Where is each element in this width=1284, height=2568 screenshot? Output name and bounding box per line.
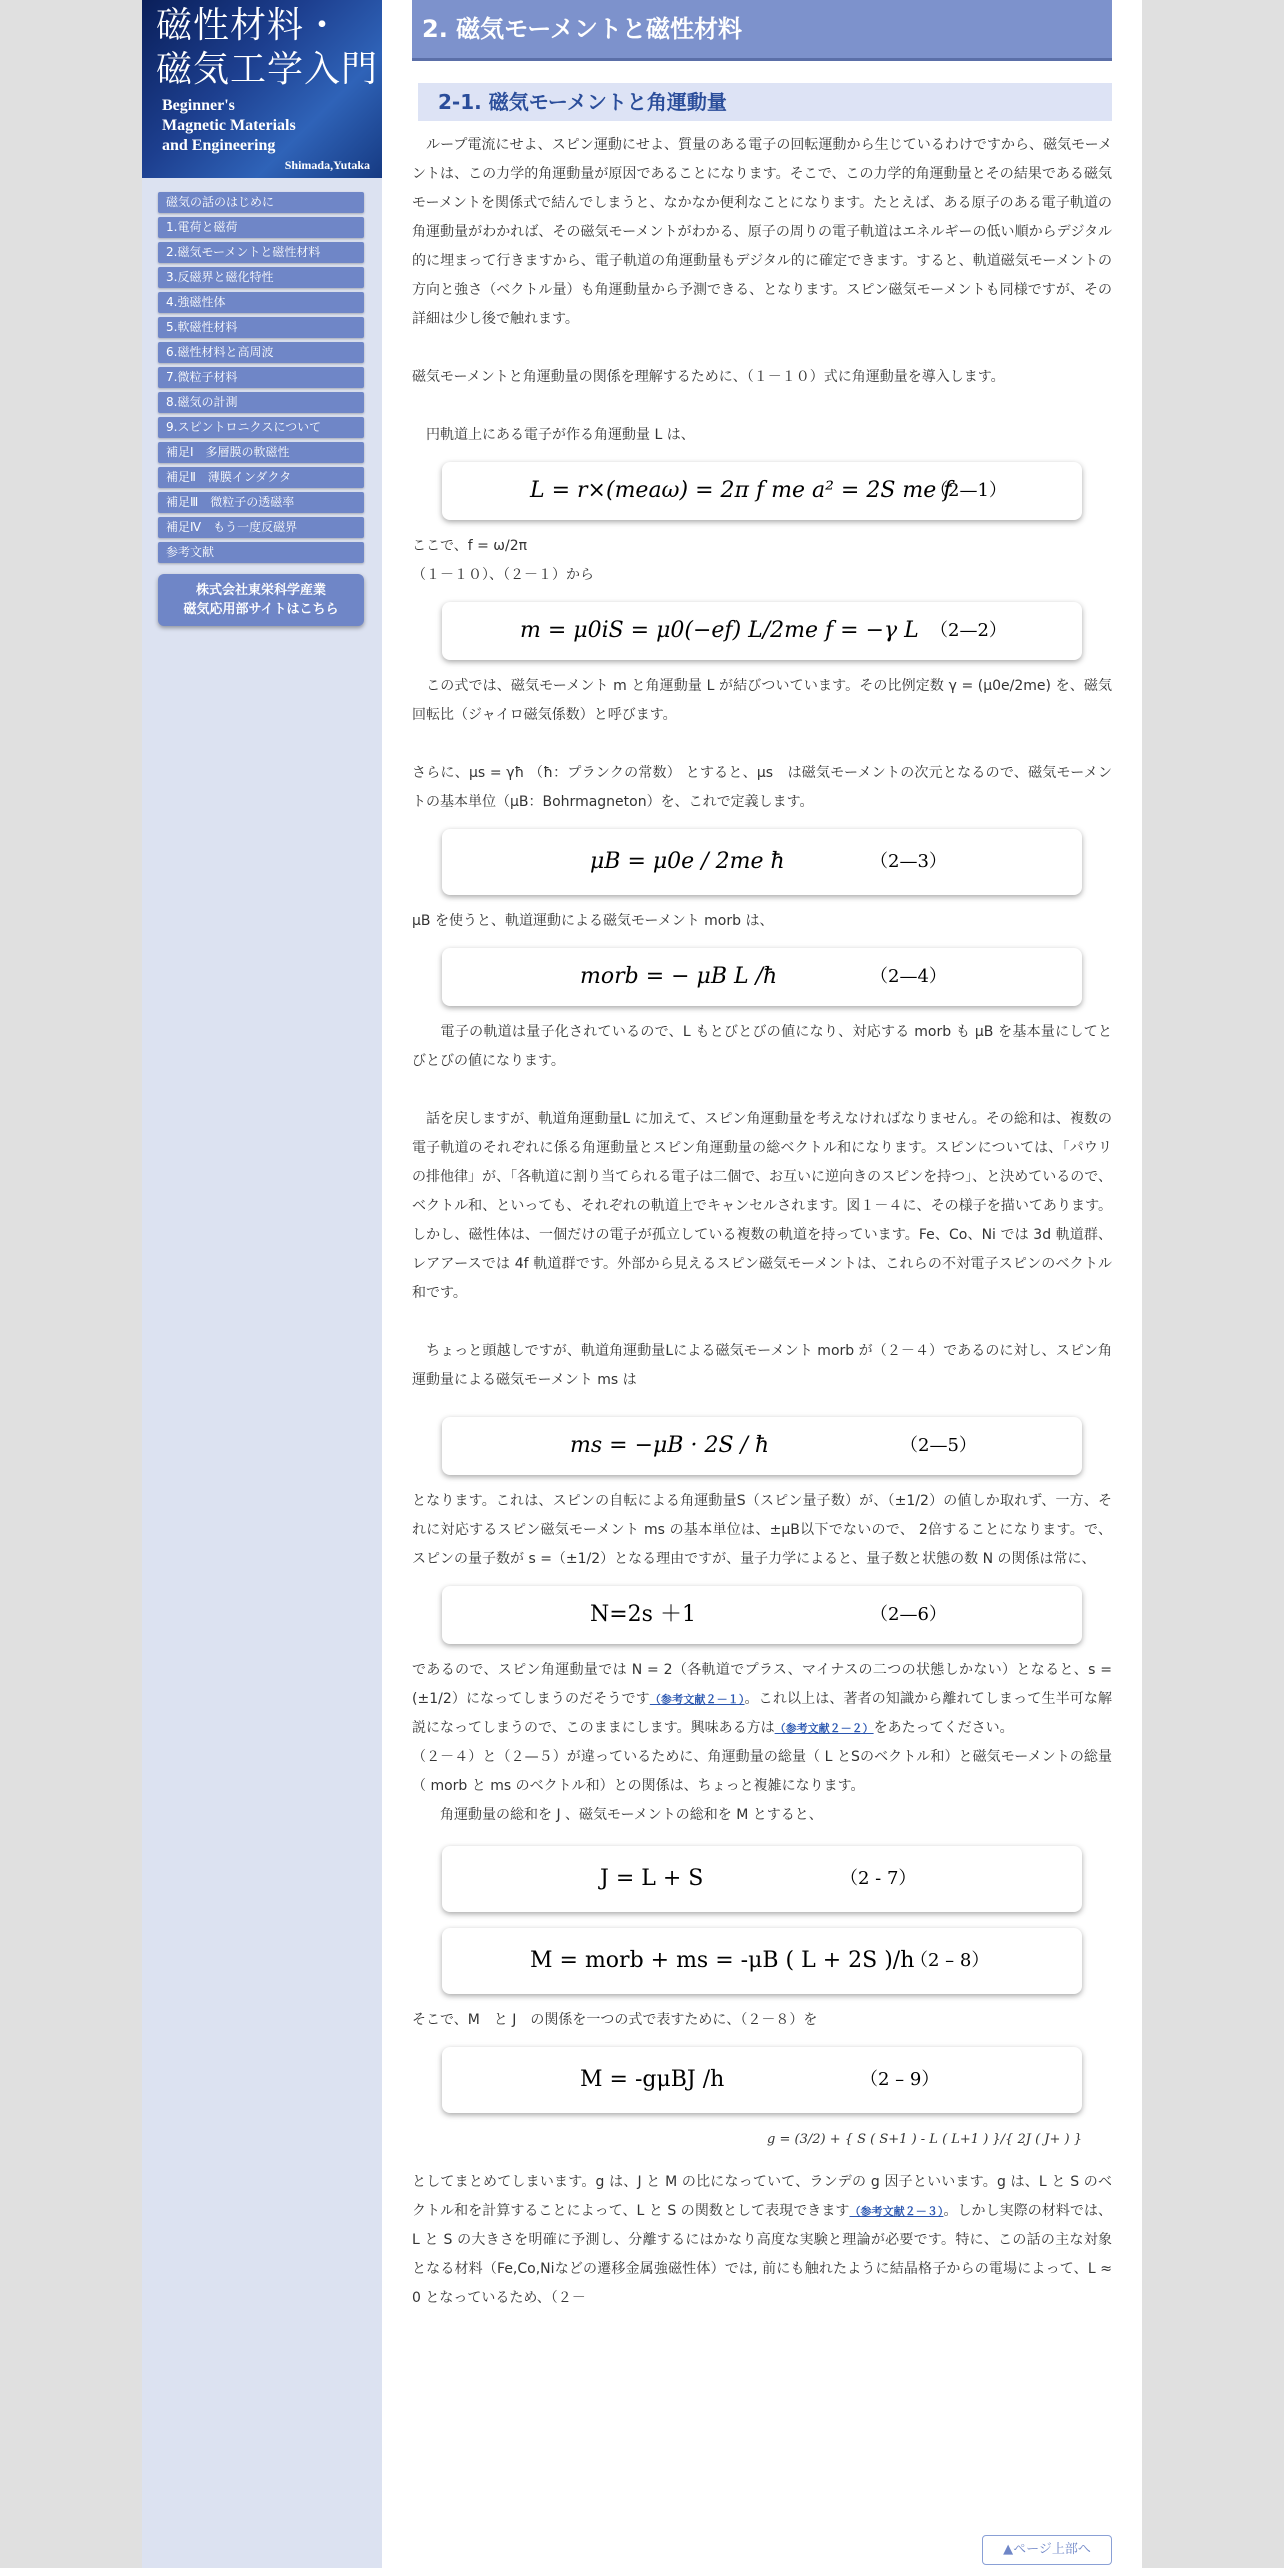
paragraph: 電子の軌道は量子化されているので、L もとびとびの値になり、対応する morb も μB を基本量にしてとびとびの値になります。 — [412, 1024, 1112, 1069]
equation: m = μ0iS = μ0(−ef) L/2me f = −γ L — [520, 618, 919, 643]
equation-box — [442, 1417, 1082, 1475]
paragraph: さらに、μs = γħ （ħ：プランクの常数） とすると、μs は磁気モーメントの次元となるので、磁気モーメントの基本単位（μB：Bohrmagneton）を、これで定義します。 — [412, 765, 1112, 810]
sidebar-item-chapter-6[interactable]: 6.磁性材料と高周波 — [158, 342, 364, 363]
section-heading: 2-1. 磁気モーメントと角運動量 — [412, 83, 1112, 121]
equation-number: （2—3） — [870, 851, 947, 872]
sidebar-item-chapter-7[interactable]: 7.微粒子材料 — [158, 367, 364, 388]
sidebar-item-intro[interactable]: 磁気の話のはじめに — [158, 192, 364, 213]
paragraph: μB を使うと、軌道運動による磁気モーメント morb は、 — [412, 913, 774, 929]
equation-number: （2 – 9） — [860, 2069, 940, 2090]
paragraph: ここで、f = ω/2π — [412, 538, 528, 554]
sidebar — [142, 0, 382, 2568]
paragraph: となります。これは、スピンの自転による角運動量S（スピン量子数）が、（±1/2）の値しか取れず、一方、それに対応するスピン磁気モーメント ms の基本単位は、±μB以下でないので、 2倍することになります。で、スピンの量子数が s =（±1/2）となる理由ですが、量子力学によると、量子数と状態の数 N の関係は常に、 — [412, 1493, 1112, 1567]
paragraph: （１－１０）、（２－１）から — [412, 567, 594, 583]
equation: ms = −μB · 2S / ħ — [570, 1433, 770, 1458]
paragraph: であるので、スピン角運動量では N = 2（各軌道でプラス、マイナスの二つの状態しかない）となると、s = (±1/2）になってしまうのだそうです（参考文献２－１）。これ以上は、著者の知識から離れてしまって生半可な解説になってしまうので、このままにします。興味ある方は（参考文献２－２）をあたってください。 — [412, 1662, 1112, 1736]
equation-number: （2 - 7） — [840, 1868, 917, 1889]
equation-number: （2—5） — [900, 1435, 977, 1456]
reference-link[interactable]: （参考文献２－２） — [774, 1722, 874, 1735]
sponsor-link-button[interactable]: 株式会社東栄科学産業 磁気応用部サイトはこちら — [158, 574, 364, 626]
main-content — [412, 0, 1112, 2313]
sidebar-item-references[interactable]: 参考文献 — [158, 542, 364, 563]
logo-subtitle: Beginner's Magnetic Materials and Engineering — [162, 97, 296, 154]
equation: μB = μ0e / 2me ħ — [590, 849, 785, 874]
equation-box — [442, 829, 1082, 895]
paragraph: ちょっと頭越しですが、軌道角運動量Lによる磁気モーメント morb が（２－４）であるのに対し、スピン角運動量による磁気モーメント ms は — [412, 1343, 1112, 1388]
sidebar-item-supplement-4[interactable]: 補足Ⅳ もう一度反磁界 — [158, 517, 364, 538]
equation-number: （2—4） — [870, 966, 947, 987]
sidebar-item-chapter-5[interactable]: 5.軟磁性材料 — [158, 317, 364, 338]
g-factor-formula: g = (3/2) + { S ( S+1 ) - L ( L+1 ) }/{ 2J ( J+ ) } — [767, 2132, 1082, 2147]
page-title: 2. 磁気モーメントと磁性材料 — [412, 0, 1112, 61]
equation-box — [442, 2047, 1082, 2113]
reference-link[interactable]: （参考文献２－３） — [849, 2205, 944, 2218]
paragraph: そこで、M と J の関係を一つの式で表すために、（２－８）を — [412, 2012, 818, 2028]
equation-number: （2—2） — [930, 620, 1007, 641]
equation-number: （2 – 8） — [910, 1950, 990, 1971]
paragraph: 円軌道上にある電子が作る角運動量 L は、 — [412, 427, 695, 443]
equation: N=2s ＋1 — [590, 1602, 696, 1627]
equation: L = r×(meaω) = 2π f me a² = 2S me f — [530, 478, 952, 503]
sidebar-item-chapter-8[interactable]: 8.磁気の計測 — [158, 392, 364, 413]
sidebar-item-chapter-2[interactable]: 2.磁気モーメントと磁性材料 — [158, 242, 364, 263]
logo-title: 磁性材料・ 磁気工学入門 — [156, 5, 379, 90]
equation-box — [442, 1586, 1082, 1644]
equation-box — [442, 948, 1082, 1006]
sidebar-item-supplement-2[interactable]: 補足Ⅱ 薄膜インダクタ — [158, 467, 364, 488]
paragraph: ループ電流にせよ、スピン運動にせよ、質量のある電子の回転運動から生じているわけですから、磁気モーメントは、この力学的角運動量が原因であることになります。そこで、この力学的角運動量とその結果である磁気モーメントを関係式で結んでしまうと、なかなか便利なことになります。たとえば、ある原子のある電子軌道の角運動量がわかれば、その磁気モーメントがわかる、原子の周りの電子軌道はエネルギーの低い順からデジタル的に埋まって行きますから、電子軌道の角運動量もデジタル的に確定できます。すると、軌道磁気モーメントの方向と強さ（ベクトル量）も角運動量から予測できる、となります。スピン磁気モーメントも同様ですが、その詳細は少し後で触れます。 — [412, 137, 1112, 327]
logo-author: Shimada,Yutaka — [284, 158, 370, 172]
page-top-button[interactable]: ▲ページ上部へ — [982, 2535, 1112, 2565]
sidebar-item-supplement-3[interactable]: 補足Ⅲ 微粒子の透磁率 — [158, 492, 364, 513]
sidebar-item-supplement-1[interactable]: 補足Ⅰ 多層膜の軟磁性 — [158, 442, 364, 463]
equation-box — [442, 1846, 1082, 1912]
equation-box — [442, 462, 1082, 520]
equation: M = morb + ms = -μB ( L + 2S )/h — [530, 1948, 915, 1973]
sidebar-item-chapter-3[interactable]: 3.反磁界と磁化特性 — [158, 267, 364, 288]
equation-number: （2—6） — [870, 1604, 947, 1625]
equation-box — [442, 602, 1082, 660]
sidebar-nav — [158, 192, 364, 567]
sidebar-item-chapter-4[interactable]: 4.強磁性体 — [158, 292, 364, 313]
site-logo[interactable] — [142, 0, 382, 178]
equation: J = L + S — [600, 1866, 704, 1891]
reference-link[interactable]: （参考文献２－１） — [649, 1693, 745, 1706]
paragraph: 角運動量の総和を J 、磁気モーメントの総和を M とすると、 — [412, 1807, 823, 1823]
equation-number: （2—1） — [930, 480, 1007, 501]
equation: morb = − μB L /ħ — [580, 964, 778, 989]
paragraph: 磁気モーメントと角運動量の関係を理解するために、（１－１０）式に角運動量を導入します。 — [412, 369, 1005, 385]
paragraph: （２－４）と（２—５）が違っているために、角運動量の総量（ L とSのベクトル和）と磁気モーメントの総量（ morb と ms のベクトル和）との関係は、ちょっと複雑になります。 — [412, 1749, 1112, 1794]
paragraph: この式では、磁気モーメント m と角運動量 L が結びついています。その比例定数 γ = (μ0e/2me) を、磁気回転比（ジャイロ磁気係数）と呼びます。 — [412, 678, 1112, 723]
paragraph: 話を戻しますが、軌道角運動量L に加えて、スピン角運動量を考えなければなりません。その総和は、複数の電子軌道のそれぞれに係る角運動量とスピン角運動量の総ベクトル和になります。スピンについては、「パウリの排他律」が、「各軌道に割り当てられる電子は二個で、お互いに逆向きのスピンを持つ」、と決めているので、ベクトル和、といっても、それぞれの軌道上でキャンセルされます。図１－４に、その様子を描いてあります。しかし、磁性体は、一個だけの電子が孤立している複数の軌道を持っています。Fe、Co、Ni では 3d 軌道群、レアアースでは 4f 軌道群です。外部から見えるスピン磁気モーメントは、これらの不対電子スピンのベクトル和です。 — [412, 1111, 1112, 1301]
sidebar-item-chapter-1[interactable]: 1.電荷と磁荷 — [158, 217, 364, 238]
sidebar-item-chapter-9[interactable]: 9.スピントロニクスについて — [158, 417, 364, 438]
equation: M = -gμBJ /h — [580, 2067, 725, 2092]
paragraph: としてまとめてしまいます。g は、J と M の比になっていて、ランデの g 因子といいます。g は、L と S のベクトル和を計算することによって、L と S の関数として表現できます（参考文献２－３）。しかし実際の材料では、L と S の大きさを明確に予測し、分離するにはかなり高度な実験と理論が必要です。特に、この話の主な対象となる材料（Fe,Co,Niなどの遷移金属強磁性体）では, 前にも触れたように結晶格子からの電場によって、L ≈ 0 となっているため、（２－ — [412, 2174, 1113, 2306]
equation-box — [442, 1928, 1082, 1994]
